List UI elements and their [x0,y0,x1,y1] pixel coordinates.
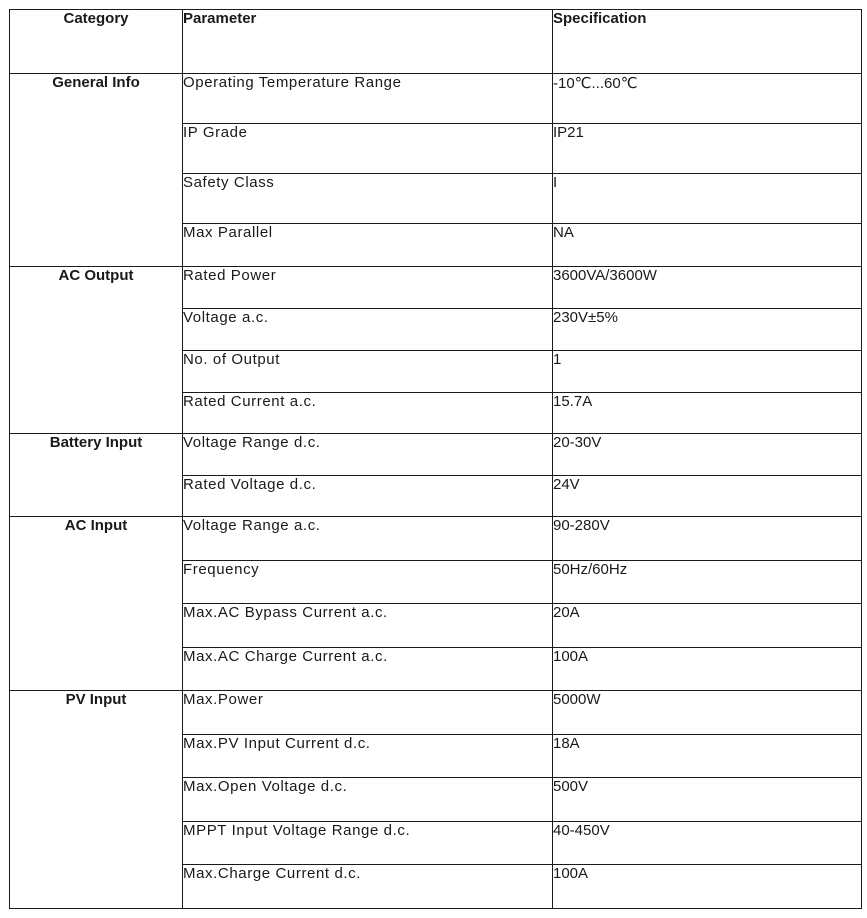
value-cell: IP21 [553,124,862,174]
spec-table [9,9,862,909]
value-cell: 50Hz/60Hz [553,561,862,604]
table-row [10,434,862,476]
value-cell: 1 [553,351,862,393]
parameter-cell: Rated Voltage d.c. [183,476,553,517]
table-header-row [10,10,862,74]
parameter-cell: Max Parallel [183,224,553,267]
value-cell: 230V±5% [553,309,862,351]
value-cell: 100A [553,648,862,691]
parameter-cell: No. of Output [183,351,553,393]
parameter-cell: Voltage Range d.c. [183,434,553,476]
parameter-cell: Safety Class [183,174,553,224]
category-pv-input: PV Input [10,691,183,909]
value-cell: 500V [553,778,862,822]
category-ac-input: AC Input [10,517,183,691]
parameter-cell: IP Grade [183,124,553,174]
header-specification: Specification [553,10,862,74]
parameter-cell: Voltage a.c. [183,309,553,351]
parameter-cell: Max.AC Bypass Current a.c. [183,604,553,648]
parameter-cell: Voltage Range a.c. [183,517,553,561]
value-cell: 18A [553,735,862,778]
value-cell: 90-280V [553,517,862,561]
parameter-cell: Max.PV Input Current d.c. [183,735,553,778]
header-parameter: Parameter [183,10,553,74]
parameter-cell: Operating Temperature Range [183,74,553,124]
value-cell: 24V [553,476,862,517]
value-cell: 3600VA/3600W [553,267,862,309]
parameter-cell: Max.Open Voltage d.c. [183,778,553,822]
table-row [10,517,862,561]
table-row [10,267,862,309]
value-cell: 5000W [553,691,862,735]
value-cell: 20-30V [553,434,862,476]
table-row [10,691,862,735]
parameter-cell: Max.AC Charge Current a.c. [183,648,553,691]
category-general-info: General Info [10,74,183,267]
parameter-cell: MPPT Input Voltage Range d.c. [183,822,553,865]
table-row [10,74,862,124]
header-category: Category [10,10,183,74]
value-cell: 20A [553,604,862,648]
value-cell: 15.7A [553,393,862,434]
category-battery-input: Battery Input [10,434,183,517]
parameter-cell: Frequency [183,561,553,604]
parameter-cell: Max.Charge Current d.c. [183,865,553,909]
value-cell: 40-450V [553,822,862,865]
parameter-cell: Rated Power [183,267,553,309]
parameter-cell: Rated Current a.c. [183,393,553,434]
value-cell: I [553,174,862,224]
category-ac-output: AC Output [10,267,183,434]
value-cell: NA [553,224,862,267]
value-cell: 100A [553,865,862,909]
parameter-cell: Max.Power [183,691,553,735]
value-cell: -10℃...60℃ [553,74,862,124]
